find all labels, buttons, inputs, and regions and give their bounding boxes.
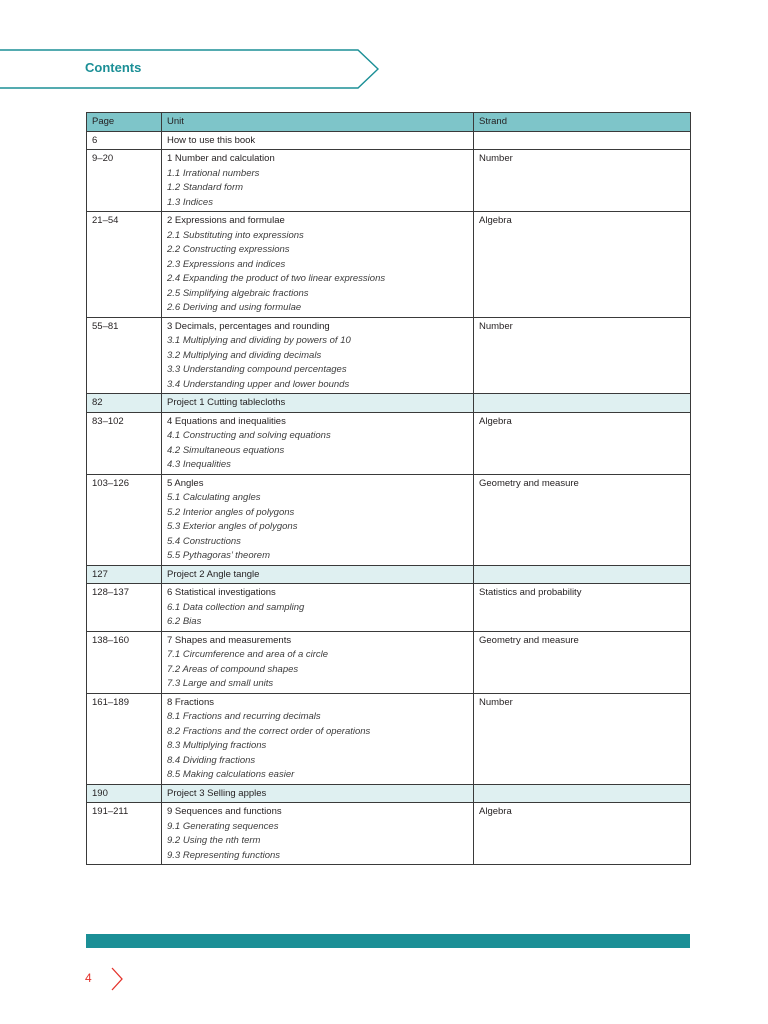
table-row <box>87 412 691 474</box>
table-row <box>87 631 691 693</box>
header-tab-shape <box>0 48 380 90</box>
unit-cell <box>162 212 474 318</box>
page-range-cell: 83–102 <box>87 412 162 474</box>
contents-table <box>86 112 691 865</box>
unit-title: Project 2 Angle tangle <box>167 568 260 580</box>
contents-table-body <box>87 131 691 865</box>
table-row <box>87 150 691 212</box>
section-title: 2.3 Expressions and indices <box>167 258 286 270</box>
section-title: 3.3 Understanding compound percentages <box>167 364 347 375</box>
section-title: 5.3 Exterior angles of polygons <box>167 521 298 532</box>
section-title: 1.1 Irrational numbers <box>167 167 260 179</box>
table-row <box>87 803 691 865</box>
unit-title: 6 Statistical investigations <box>167 587 276 598</box>
strand-cell <box>474 565 691 584</box>
section-title: 1.2 Standard form <box>167 182 244 193</box>
table-row <box>87 474 691 565</box>
section-title: 3.2 Multiplying and dividing decimals <box>167 349 322 361</box>
section-title: 8.4 Dividing fractions <box>167 754 256 766</box>
unit-cell <box>162 474 474 565</box>
unit-title: 8 Fractions <box>167 696 214 708</box>
table-row <box>87 317 691 394</box>
section-title: 4.3 Inequalities <box>167 459 231 470</box>
strand-cell: Geometry and measure <box>474 474 691 565</box>
unit-title: 4 Equations and inequalities <box>167 415 286 427</box>
unit-cell <box>162 565 474 584</box>
strand-cell: Statistics and probability <box>474 584 691 632</box>
page-number: 4 <box>85 971 92 985</box>
strand-cell <box>474 784 691 803</box>
section-title: 5.4 Constructions <box>167 535 241 547</box>
unit-cell <box>162 693 474 784</box>
unit-cell <box>162 412 474 474</box>
page-range-cell: 9–20 <box>87 150 162 212</box>
chevron-right-icon <box>110 967 124 996</box>
section-title: 2.4 Expanding the product of two linear expressions <box>167 273 386 284</box>
page-range-cell: 138–160 <box>87 631 162 693</box>
section-title: 4.2 Simultaneous equations <box>167 444 285 456</box>
unit-title: 9 Sequences and functions <box>167 806 282 817</box>
strand-cell: Algebra <box>474 412 691 474</box>
section-title: 1.3 Indices <box>167 196 213 208</box>
unit-cell <box>162 150 474 212</box>
unit-title: Project 1 Cutting tablecloths <box>167 397 286 408</box>
section-title: 7.2 Areas of compound shapes <box>167 663 299 675</box>
section-title: 5.1 Calculating angles <box>167 492 261 503</box>
unit-title: 5 Angles <box>167 477 204 489</box>
footer-bar <box>86 934 690 948</box>
project-row <box>87 565 691 584</box>
section-title: 8.3 Multiplying fractions <box>167 740 267 751</box>
section-title: 9.2 Using the nth term <box>167 835 261 846</box>
section-title: 3.4 Understanding upper and lower bounds <box>167 378 350 390</box>
unit-cell <box>162 394 474 413</box>
table-row <box>87 131 691 150</box>
strand-cell: Algebra <box>474 803 691 865</box>
section-title: 8.1 Fractions and recurring decimals <box>167 711 321 722</box>
table-row <box>87 584 691 632</box>
section-title: 2.2 Constructing expressions <box>167 244 290 255</box>
page-range-cell: 6 <box>87 131 162 150</box>
section-title: 9.3 Representing functions <box>167 849 281 861</box>
unit-title: 3 Decimals, percentages and rounding <box>167 320 330 332</box>
page-range-cell: 190 <box>87 784 162 803</box>
strand-cell <box>474 394 691 413</box>
strand-cell: Geometry and measure <box>474 631 691 693</box>
section-title: 2.6 Deriving and using formulae <box>167 302 302 313</box>
section-title: 3.1 Multiplying and dividing by powers of 10 <box>167 335 351 346</box>
unit-title: 1 Number and calculation <box>167 153 275 164</box>
strand-cell: Algebra <box>474 212 691 318</box>
project-row <box>87 394 691 413</box>
header-tab <box>0 48 380 90</box>
strand-cell: Number <box>474 317 691 394</box>
unit-title: 7 Shapes and measurements <box>167 634 292 646</box>
section-title: 5.5 Pythagoras’ theorem <box>167 550 270 561</box>
section-title: 8.5 Making calculations easier <box>167 769 295 780</box>
table-header-row <box>87 113 691 132</box>
page-range-cell: 55–81 <box>87 317 162 394</box>
page-title: Contents <box>85 60 142 75</box>
unit-cell <box>162 317 474 394</box>
page-range-cell: 82 <box>87 394 162 413</box>
page-range-cell: 128–137 <box>87 584 162 632</box>
table-row <box>87 693 691 784</box>
column-header-strand: Strand <box>474 113 691 132</box>
unit-title: 2 Expressions and formulae <box>167 215 285 226</box>
unit-cell <box>162 631 474 693</box>
unit-title: Project 3 Selling apples <box>167 787 267 799</box>
column-header-unit: Unit <box>162 113 474 132</box>
strand-cell: Number <box>474 693 691 784</box>
project-row <box>87 784 691 803</box>
page-range-cell: 103–126 <box>87 474 162 565</box>
section-title: 8.2 Fractions and the correct order of operations <box>167 725 371 737</box>
section-title: 7.1 Circumference and area of a circle <box>167 649 329 660</box>
unit-cell <box>162 584 474 632</box>
column-header-page: Page <box>87 113 162 132</box>
section-title: 4.1 Constructing and solving equations <box>167 430 331 441</box>
section-title: 7.3 Large and small units <box>167 678 274 689</box>
section-title: 2.1 Substituting into expressions <box>167 229 304 241</box>
unit-cell <box>162 131 474 150</box>
unit-cell <box>162 784 474 803</box>
section-title: 9.1 Generating sequences <box>167 820 279 832</box>
unit-title: How to use this book <box>167 134 256 146</box>
unit-cell <box>162 803 474 865</box>
page-range-cell: 127 <box>87 565 162 584</box>
strand-cell: Number <box>474 150 691 212</box>
page-range-cell: 21–54 <box>87 212 162 318</box>
section-title: 5.2 Interior angles of polygons <box>167 506 295 518</box>
section-title: 6.2 Bias <box>167 616 202 627</box>
page-range-cell: 191–211 <box>87 803 162 865</box>
section-title: 2.5 Simplifying algebraic fractions <box>167 287 309 299</box>
page-range-cell: 161–189 <box>87 693 162 784</box>
table-row <box>87 212 691 318</box>
section-title: 6.1 Data collection and sampling <box>167 601 305 613</box>
strand-cell <box>474 131 691 150</box>
